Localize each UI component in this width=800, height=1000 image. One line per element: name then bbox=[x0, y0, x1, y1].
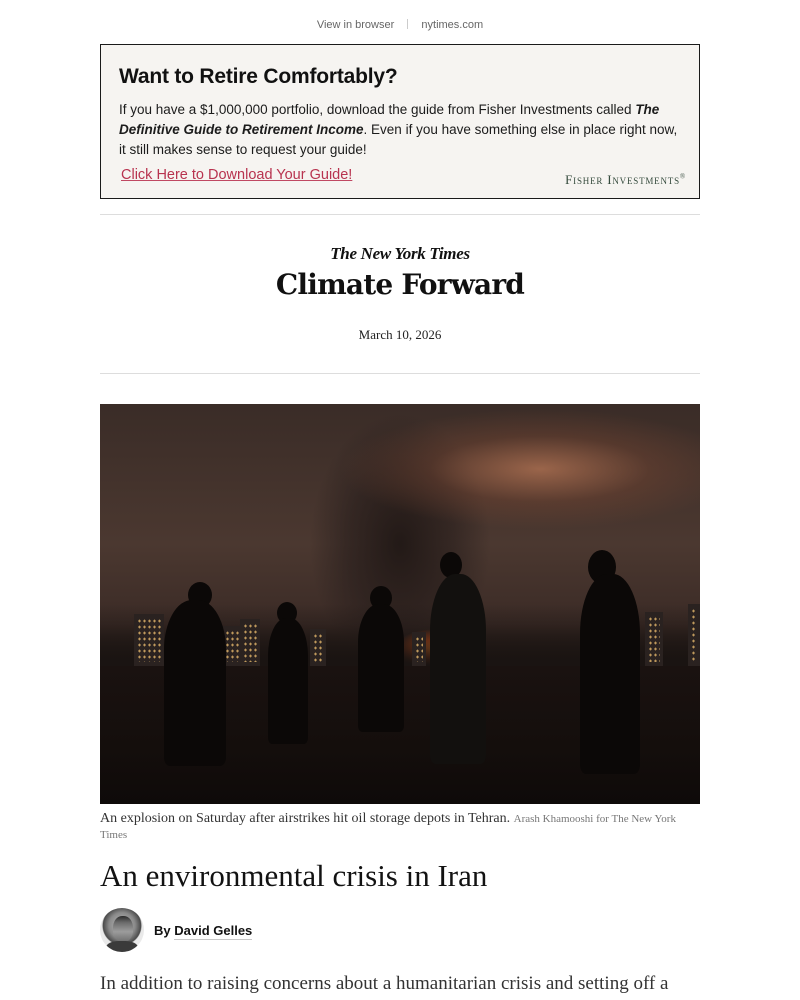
silhouette-person bbox=[580, 574, 640, 774]
avatar-face bbox=[113, 916, 133, 942]
photo-credit: Arash Khamooshi for The New York Times bbox=[100, 813, 676, 841]
nytimes-link[interactable]: nytimes.com bbox=[421, 19, 484, 31]
silhouette-person bbox=[358, 604, 404, 732]
silhouette-person bbox=[164, 600, 226, 766]
lead-photo[interactable] bbox=[100, 404, 700, 804]
ad-body-text-2: . Even if you have something else in place right now, it still makes sense to request your guide! bbox=[119, 122, 678, 157]
article-body: In addition to raising concerns about a humanitarian crisis and setting off a bbox=[100, 973, 669, 994]
article-headline[interactable]: An environmental crisis in Iran bbox=[100, 858, 488, 893]
ad-body bbox=[119, 100, 684, 160]
silhouette-person bbox=[268, 618, 308, 744]
ad-body-text-1: If you have a $1,000,000 portfolio, download the guide from Fisher Investments called bbox=[119, 102, 636, 117]
newsletter-title[interactable]: Climate Forward bbox=[275, 268, 525, 301]
byline bbox=[100, 908, 252, 952]
building bbox=[645, 612, 663, 666]
avatar-shoulders bbox=[106, 941, 138, 952]
masthead bbox=[0, 244, 800, 301]
author-avatar bbox=[100, 908, 144, 952]
caption-text: An explosion on Saturday after airstrikes hit oil storage depots in Tehran. bbox=[100, 811, 511, 826]
view-in-browser-link[interactable]: View in browser bbox=[316, 19, 395, 31]
building bbox=[240, 619, 260, 666]
nyt-logo[interactable]: The New York Times bbox=[330, 244, 470, 263]
building bbox=[134, 614, 164, 666]
divider-bottom bbox=[100, 373, 700, 374]
photo-caption bbox=[100, 811, 700, 843]
advertisement-banner[interactable] bbox=[100, 44, 700, 199]
download-guide-link[interactable]: Click Here to Download Your Guide! bbox=[121, 167, 353, 183]
fisher-investments-logo bbox=[565, 172, 686, 188]
divider-top bbox=[100, 214, 700, 215]
ad-title: Want to Retire Comfortably? bbox=[119, 65, 398, 88]
byline-text bbox=[154, 923, 252, 938]
silhouette-person bbox=[430, 574, 486, 764]
author-link[interactable]: David Gelles bbox=[174, 922, 253, 938]
ad-guide-title: The Definitive Guide to Retirement Income bbox=[119, 102, 660, 137]
link-divider bbox=[407, 19, 408, 29]
top-links-bar bbox=[0, 16, 800, 34]
building bbox=[688, 604, 700, 666]
brand-name: Fisher Investments bbox=[565, 172, 680, 187]
building bbox=[310, 629, 326, 666]
issue-date: March 10, 2026 bbox=[358, 327, 442, 342]
registered-mark: ® bbox=[679, 172, 686, 181]
building bbox=[412, 632, 426, 666]
byline-prefix: By bbox=[154, 922, 171, 938]
